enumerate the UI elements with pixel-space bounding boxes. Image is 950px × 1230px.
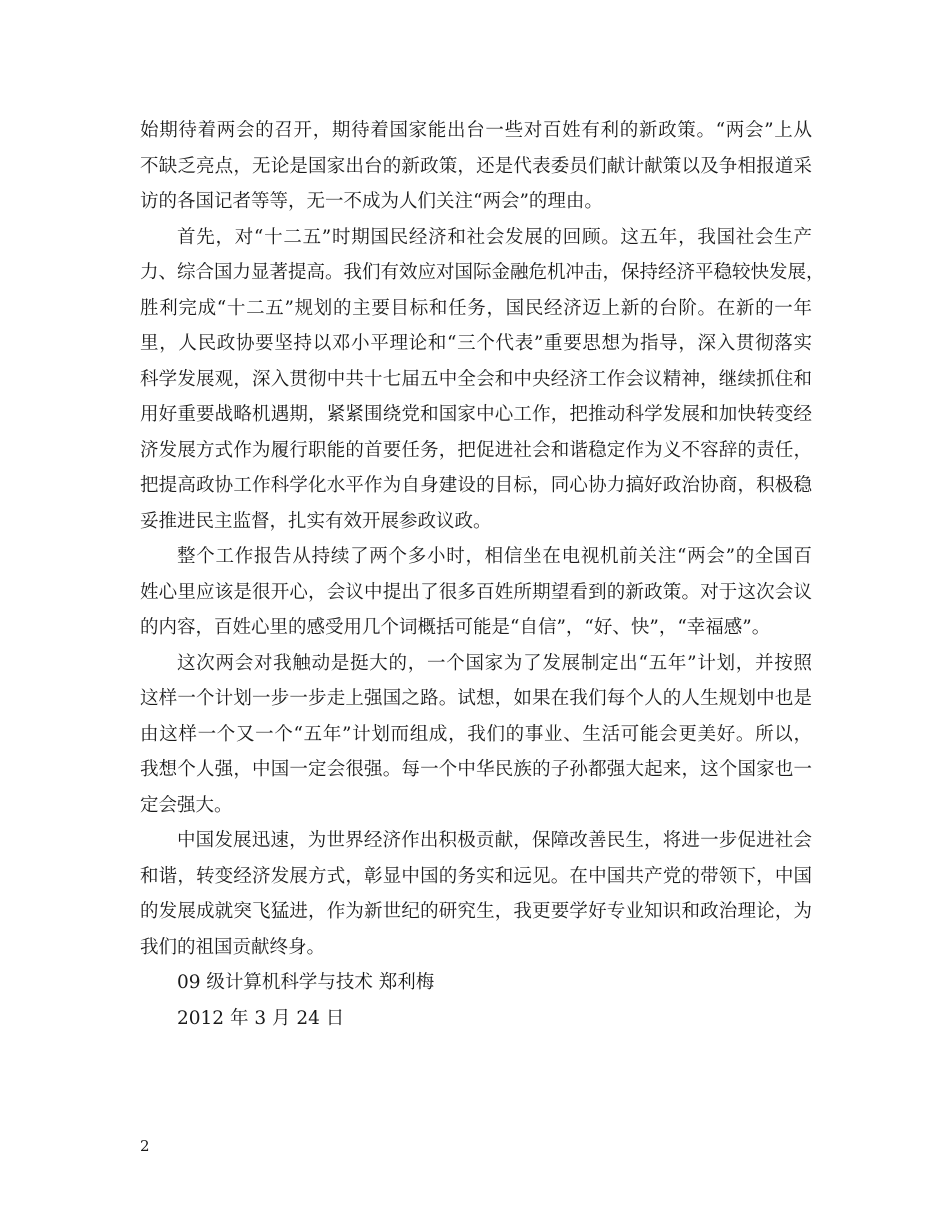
page-number: 2	[140, 1137, 150, 1155]
text-line: 姓心里应该是很开心，会议中提出了很多百姓所期望看到的新政策。对于这次会议	[140, 581, 812, 603]
text-line: 中国发展迅速，为世界经济作出积极贡献，保障改善民生，将进一步促进社会	[177, 830, 812, 851]
text-line: 我想个人强，中国一定会很强。每一个中华民族的子孙都强大起来，这个国家也一	[140, 759, 812, 780]
text-line: 力、综合国力显著提高。我们有效应对国际金融危机冲击，保持经济平稳较快发展，	[140, 262, 825, 283]
text-line: 这样一个计划一步一步走上强国之路。试想，如果在我们每个人的人生规划中也是	[140, 688, 812, 709]
text-line: 访的各国记者等等，无一不成为人们关注“两会”的理由。	[140, 191, 603, 212]
text-line: 首先，对“十二五”时期国民经济和社会发展的回顾。这五年，我国社会生产	[177, 226, 812, 248]
text-line: 妥推进民主监督，扎实有效开展参政议政。	[140, 510, 492, 532]
text-line: 由这样一个又一个“五年”计划而组成，我们的事业、生活可能会更美好。所以，	[140, 723, 812, 745]
text-line: 的发展成就突飞猛进，作为新世纪的研究生，我更要学好专业知识和政治理论，为	[140, 901, 812, 922]
text-line: 的内容，百姓心里的感受用几个词概括可能是“自信”，“好、快”，“幸福感”。	[140, 617, 771, 638]
text-line: 科学发展观，深入贯彻中共十七届五中全会和中央经济工作会议精神，继续抓住和	[140, 368, 812, 390]
text-line: 整个工作报告从持续了两个多小时，相信坐在电视机前关注“两会”的全国百	[177, 546, 812, 567]
text-line: 用好重要战略机遇期，紧紧围绕党和国家中心工作，把推动科学发展和加快转变经	[140, 404, 812, 425]
body-text	[140, 113, 825, 1036]
text-line: 不缺乏亮点，无论是国家出台的新政策，还是代表委员们献计献策以及争相报道采	[140, 155, 812, 177]
text-line: 和谐，转变经济发展方式，彰显中国的务实和远见。在中国共产党的带领下，中国	[140, 865, 812, 887]
text-line: 这次两会对我触动是挺大的，一个国家为了发展制定出“五年”计划，并按照	[177, 652, 812, 674]
text-line: 把提高政协工作科学化水平作为自身建设的目标，同心协力搞好政治协商，积极稳	[140, 475, 812, 496]
text-line: 始期待着两会的召开，期待着国家能出台一些对百姓有利的新政策。“两会”上从	[140, 120, 812, 141]
text-line: 里，人民政协要坚持以邓小平理论和“三个代表”重要思想为指导，深入贯彻落实	[140, 333, 812, 354]
date-line: 2012 年 3 月 24 日	[177, 1007, 345, 1029]
text-line: 我们的祖国贡献终身。	[140, 936, 326, 958]
text-line: 胜利完成“十二五”规划的主要目标和任务，国民经济迈上新的台阶。在新的一年	[140, 297, 812, 319]
text-line: 定会强大。	[140, 794, 233, 816]
text-line: 济发展方式作为履行职能的首要任务，把促进社会和谐稳定作为义不容辞的责任，	[140, 439, 812, 461]
author-line: 09 级计算机科学与技术 郑利梅	[177, 972, 435, 993]
